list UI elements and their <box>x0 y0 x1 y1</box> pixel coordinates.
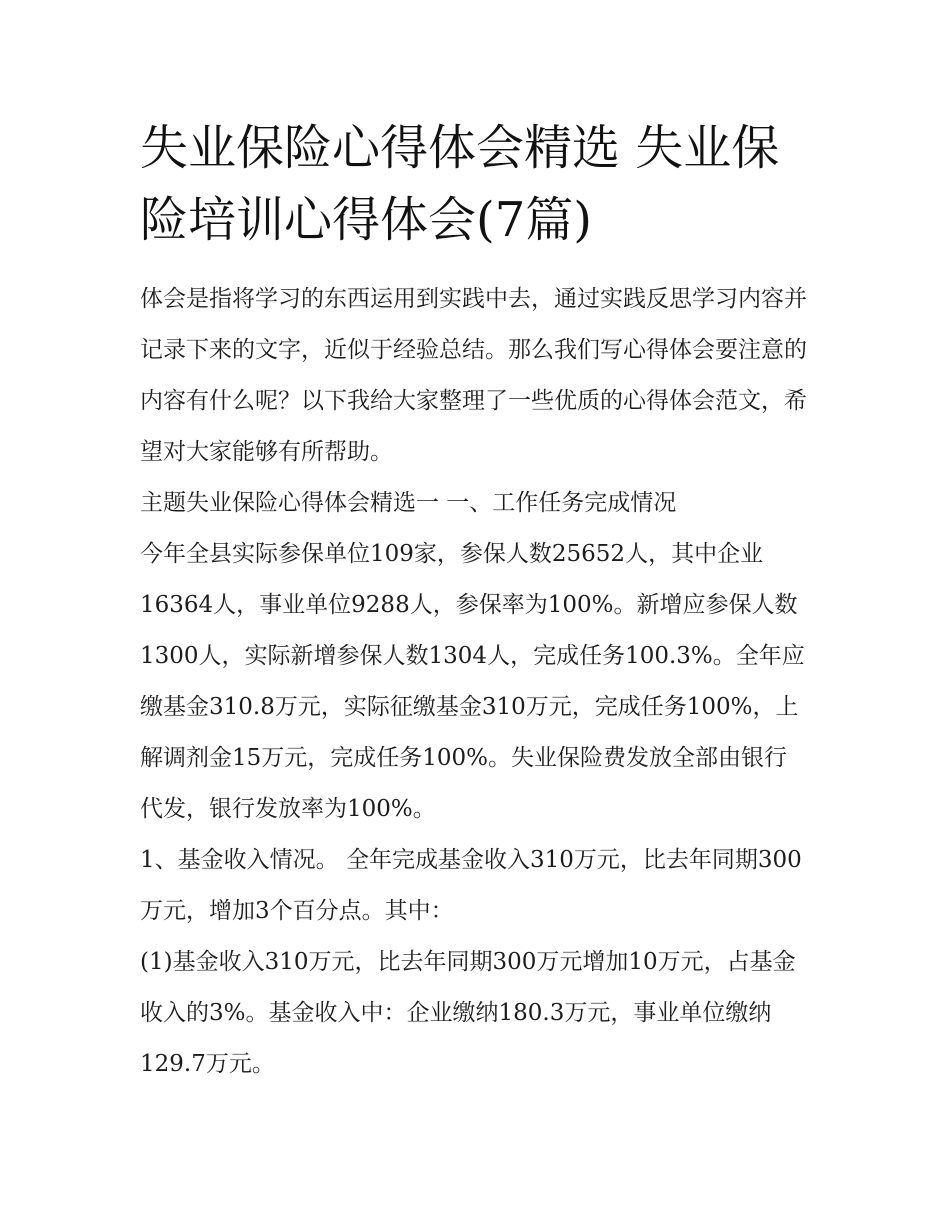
fund-detail-paragraph: (1)基金收入310万元，比去年同期300万元增加10万元，占基金收入的3%。基金收入中：企业缴纳180.3万元，事业单位缴纳129.7万元。 <box>140 949 796 1077</box>
fund-income-paragraph: 1、基金收入情况。 全年完成基金收入310万元，比去年同期300万元，增加3个百分点。其中： <box>140 847 802 924</box>
section-heading: 主题失业保险心得体会精选一 一、工作任务完成情况 <box>140 490 677 516</box>
summary-paragraph: 今年全县实际参保单位109家，参保人数25652人，其中企业16364人，事业单位9288人，参保率为100%。新增应参保人数1300人，实际新增参保人数1304人，完成任务100.3%。全年应缴基金310.8万元，实际征缴基金310万元，完成任务100%，上解调剂金15万元，完成任务100%。失业保险费发放全部由银行代发，银行发放率为100%。 <box>140 541 805 822</box>
document-title: 失业保险心得体会精选 失业保险培训心得体会(7篇) <box>140 120 780 248</box>
intro-paragraph: 体会是指将学习的东西运用到实践中去，通过实践反思学习内容并记录下来的文字，近似于经验总结。那么我们写心得体会要注意的内容有什么呢？以下我给大家整理了一些优质的心得体会范文，希望对大家能够有所帮助。 <box>140 286 807 465</box>
